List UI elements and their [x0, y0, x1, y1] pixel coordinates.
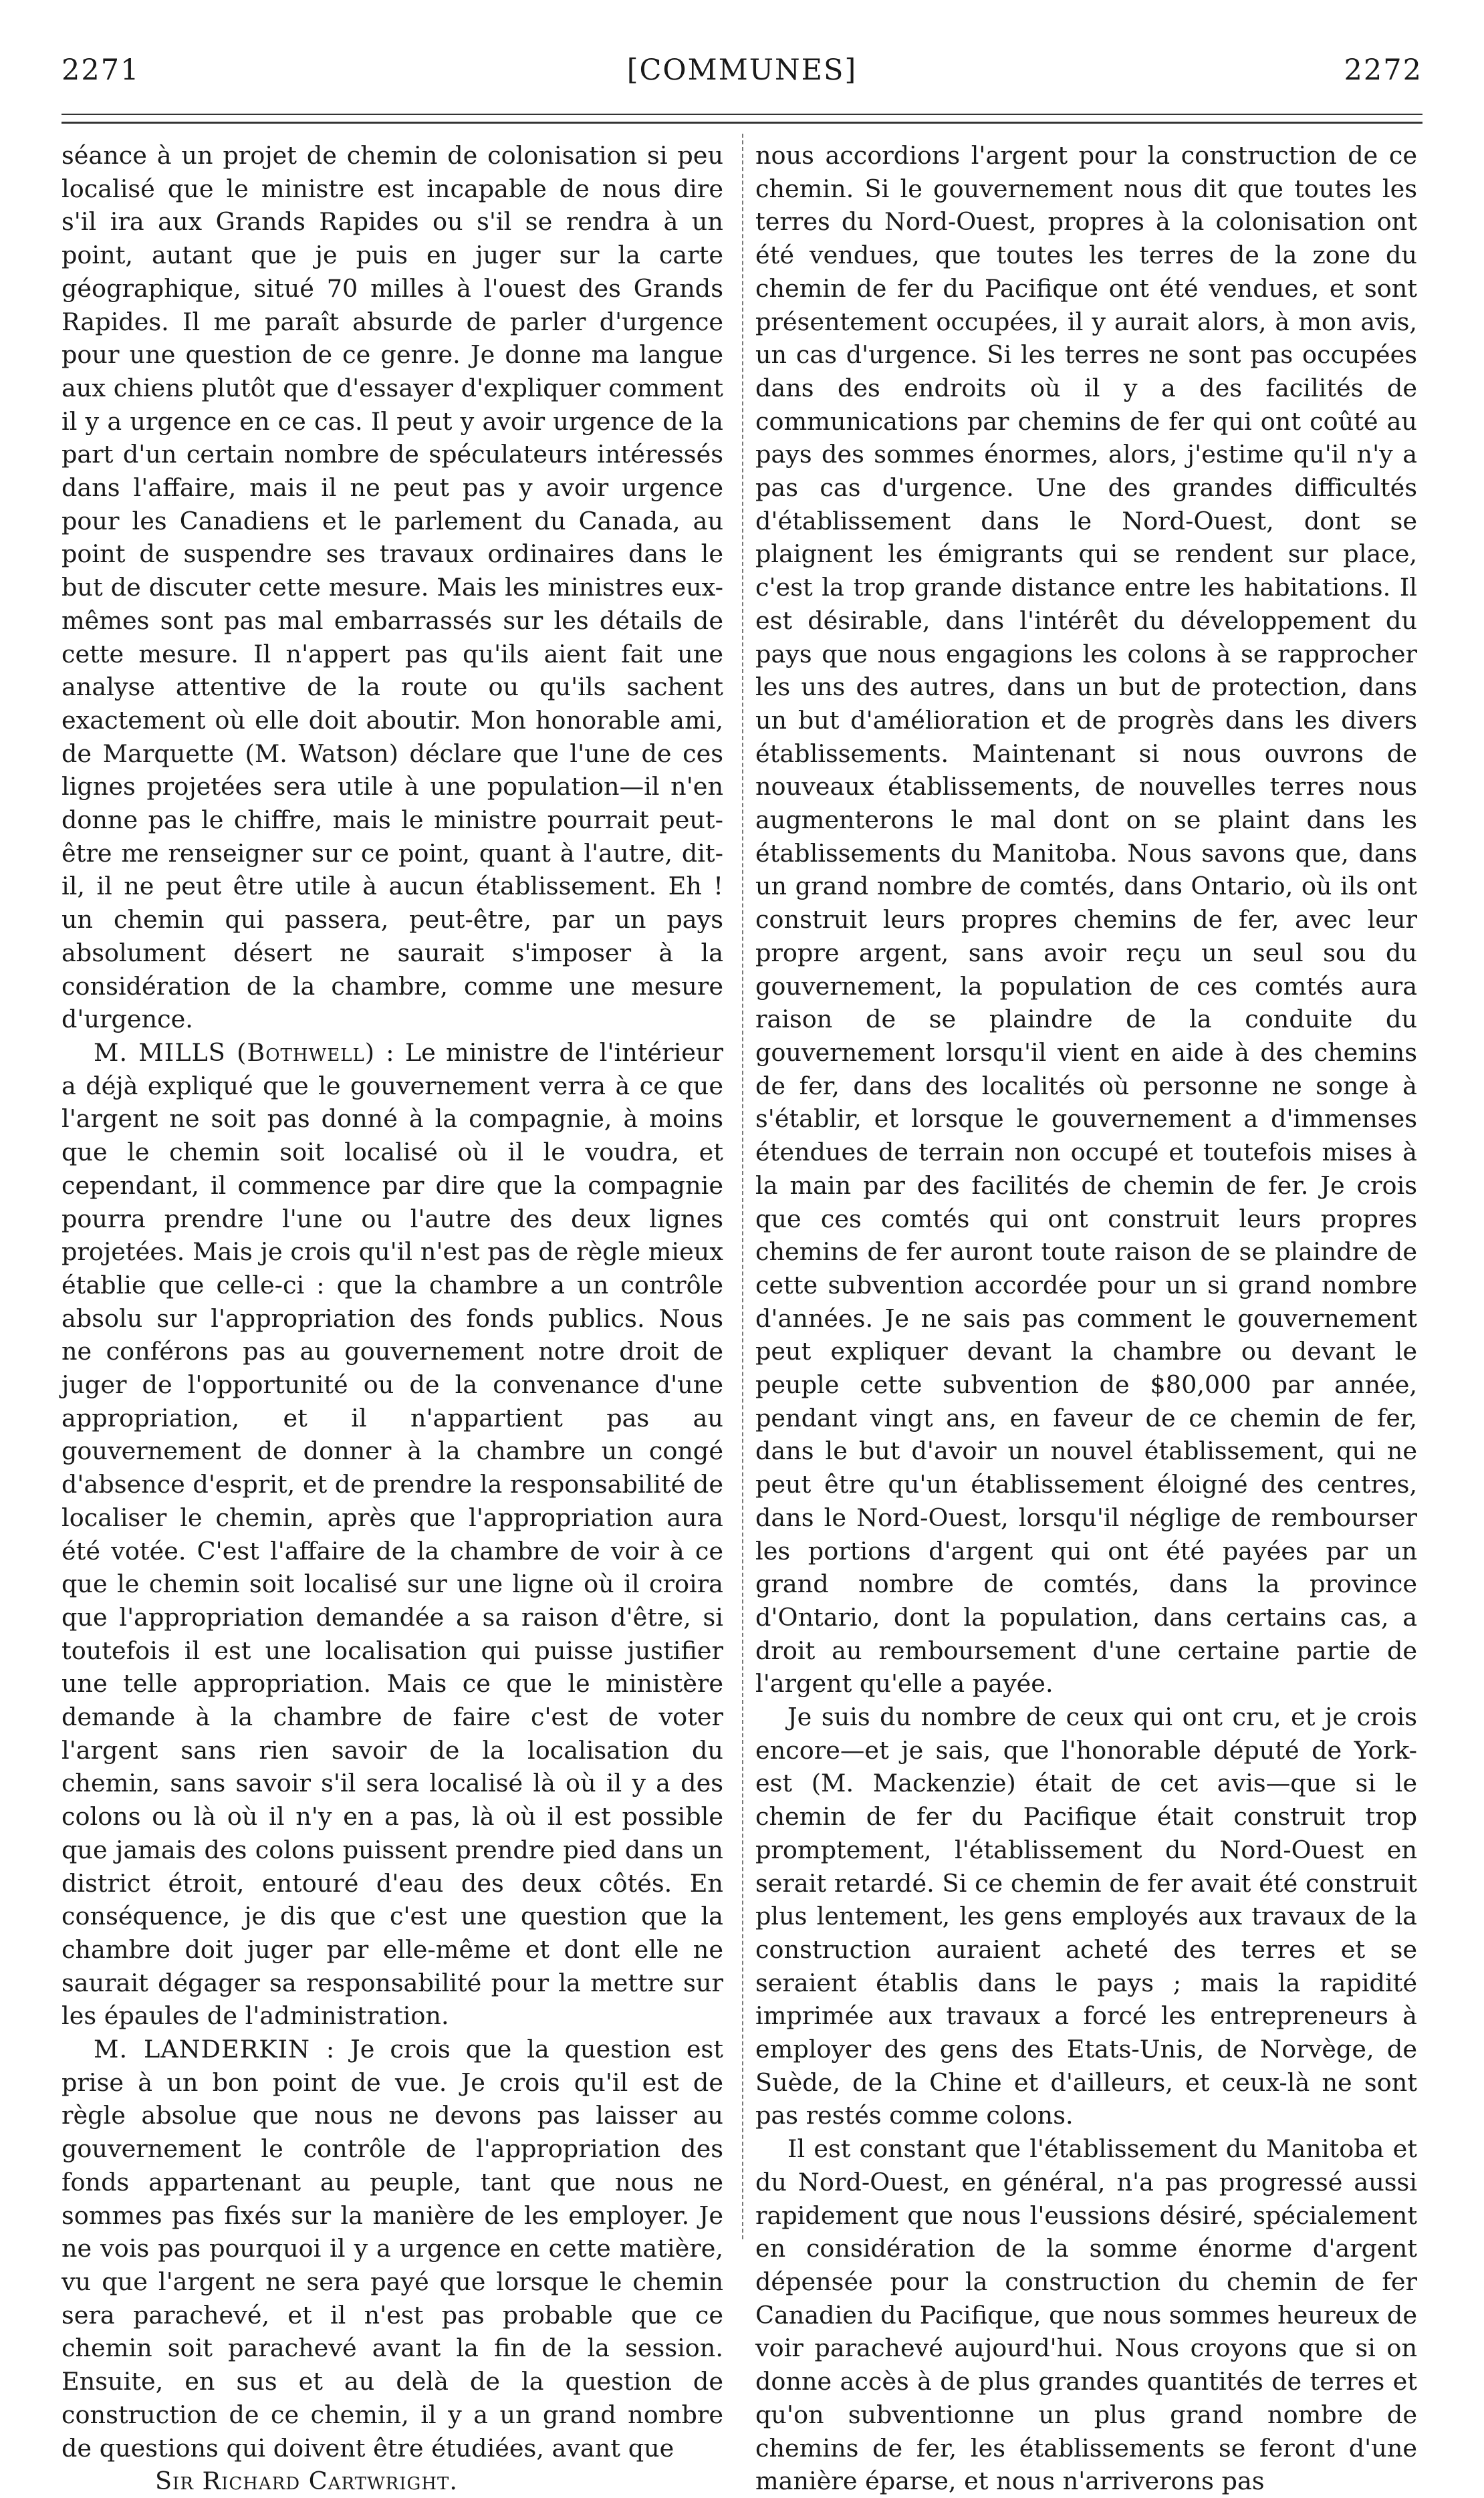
- left-paragraph-3: [61, 2033, 723, 2465]
- left-page-number: 2271: [61, 53, 140, 87]
- left-column: [61, 139, 723, 2496]
- page-header: [61, 47, 1423, 94]
- right-paragraph-1: nous accordions l'argent pour la construction de ce chemin. Si le gouvernement nous dit que toutes les terres du Nord-Ouest, propres à la colonisation ont été vendues, que toutes les terres de la zone du chemin de fer du Pacifique ont été vendues, et sont présentement occupées, il y aurait alors, à mon avis, un cas d'urgence. Si les terres ne sont pas occupées dans des endroits où il y a des facilités de communications par chemins de fer qui ont coûté au pays des sommes énormes, alors, j'estime qu'il n'y a pas cas d'urgence. Une des grandes difficultés d'établissement dans le Nord-Ouest, dont se plaignent les émigrants qui se rendent sur place, c'est la trop grande distance entre les habitations. Il est désirable, dans l'intérêt du développement du pays que nous engagions les colons à se rapprocher les uns des autres, dans un but de protection, dans un but d'amélioration et de progrès dans les divers établissements. Maintenant si nous ouvrons de nouveaux établissements, de nouvelles terres nous augmenterons le mal dont on se plaint dans les établissements du Manitoba. Nous savons que, dans un grand nombre de comtés, dans Ontario, où ils ont construit leurs propres chemins de fer, avec leur propre argent, sans avoir reçu un seul sou du gouvernement, la population de ces comtés aura raison de se plaindre de la conduite du gouvernement lorsqu'il vient en aide à des chemins de fer, dans des localités où personne ne songe à s'établir, et lorsque le gouvernement a d'immenses étendues de terrain non occupé et toutefois mises à la main par des facilités de chemin de fer. Je crois que ces comtés qui ont construit leurs propres chemins de fer auront toute raison de se plaindre de cette subvention accordée pour un si grand nombre d'années. Je ne sais pas comment le gouvernement peut expliquer devant la chambre ou devant le peuple cette subvention de $80,000 par année, pendant vingt ans, en faveur de ce chemin de fer, dans le but d'avoir un nouvel établissement, qui ne peut être qu'un établissement éloigné des centres, dans le Nord-Ouest, lorsqu'il néglige de rembourser les portions d'argent qui ont été payées par un grand nombre de comtés, dans la province d'Ontario, dont la population, dans certains cas, a droit au remboursement d'une certaine partie de l'argent qu'elle a payée.: [755, 141, 1417, 1699]
- speaker-landerkin: M. LANDERKIN :: [94, 2035, 336, 2064]
- left-paragraph-2: [61, 1036, 723, 2033]
- signoff-cartwright: Sir Richard Cartwright.: [155, 2467, 458, 2496]
- column-separator: [742, 134, 743, 2239]
- speaker-mills: M. MILLS (Bothwell) :: [94, 1037, 395, 1067]
- right-paragraph-3: Il est constant que l'établissement du Manitoba et du Nord-Ouest, en général, n'a pas progressé aussi rapidement que nous l'eussions désiré, spécialement en considération de la somme énorme d'argent dépensée pour la construction du chemin de fer Canadien du Pacifique, que nous sommes heureux de voir parachevé aujourd'hui. Nous croyons que si on donne accès à de plus grandes quantités de terres et qu'on subventionne un plus grand nombre de chemins de fer, les établissements se feront d'une manière éparse, et nous n'arriverons pas: [755, 2134, 1417, 2496]
- left-paragraph-2-text: Le ministre de l'intérieur a déjà expliqué que le gouvernement verra à ce que l'argent ne soit pas donné à la compagnie, à moins que le chemin soit localisé où il le voudra, et cependant, il commence par dire que la compagnie pourra prendre l'une ou l'autre des deux lignes projetées. Mais je crois qu'il n'est pas de règle mieux établie que celle-ci : que la chambre a un contrôle absolu sur l'appropriation des fonds publics. Nous ne conférons pas au gouvernement notre droit de juger de l'opportunité ou de la convenance d'une appropriation, et il n'appartient pas au gouvernement de donner à la chambre un congé d'absence d'esprit, et de prendre la responsabilité de localiser le chemin, après que l'appropriation aura été votée. C'est l'affaire de la chambre de voir à ce que le chemin soit localisé sur une ligne où il croira que l'appropriation demandée a sa raison d'être, si toutefois il est une localisation qui puisse justifier une telle appropriation. Mais ce que le ministère demande à la chambre de faire c'est de voter l'argent sans rien savoir de la localisation du chemin, sans savoir s'il sera localisé là où il y a des colons ou là où il n'y en a pas, là où il est possible que jamais des colons puissent prendre pied dans un district étroit, entouré d'eau des deux côtés. En conséquence, je dis que c'est une question que la chambre doit juger par elle-même et dont elle ne saurait dégager sa responsabilité pour la mettre sur les épaules de l'administration.: [61, 1037, 723, 2031]
- left-paragraph-1: séance à un projet de chemin de colonisation si peu localisé que le ministre est incapable de nous dire s'il ira aux Grands Rapides ou s'il se rendra à un point, autant que je puis en juger sur la carte géographique, situé 70 milles à l'ouest des Grands Rapides. Il me paraît absurde de parler d'urgence pour une question de ce genre. Je donne ma langue aux chiens plutôt que d'essayer d'expliquer comment il y a urgence en ce cas. Il peut y avoir urgence de la part d'un certain nombre de spéculateurs intéressés dans l'affaire, mais il ne peut pas y avoir urgence pour les Canadiens et le parlement du Canada, au point de suspendre ses travaux ordinaires dans le but de discuter cette mesure. Mais les ministres eux-mêmes sont pas mal embarrassés sur les détails de cette mesure. Il n'appert pas qu'ils aient fait une analyse attentive de la route ou qu'ils sachent exactement où elle doit aboutir. Mon honorable ami, de Marquette (M. Watson) déclare que l'une de ces lignes projetées sera utile à une population—il n'en donne pas le chiffre, mais le ministre pourrait peut-être me renseigner sur ce point, quant à l'autre, dit-il, il ne peut être utile à aucun établissement. Eh ! un chemin qui passera, peut-être, par un pays absolument désert ne saurait s'imposer à la considération de la chambre, comme une mesure d'urgence.: [61, 141, 723, 1034]
- left-paragraph-3-text: Je crois que la question est prise à un bon point de vue. Je crois qu'il est de règle absolue que nous ne devons pas laisser au gouvernement le contrôle de l'appropriation des fonds appartenant au peuple, tant que nous ne sommes pas fixés sur la manière de les employer. Je ne vois pas pourquoi il y a urgence en cette matière, vu que l'argent ne sera payé que lorsque le chemin sera parachevé, et il n'est pas probable que ce chemin soit parachevé avant la fin de la session. Ensuite, en sus et au delà de la question de construction de ce chemin, il y a un grand nombre de questions qui doivent être étudiées, avant que: [61, 2035, 723, 2463]
- right-paragraph-2: Je suis du nombre de ceux qui ont cru, et je crois encore—et je sais, que l'honorable député de York-est (M. Mackenzie) était de cet avis—que si le chemin de fer du Pacifique était construit trop promptement, l'établissement du Nord-Ouest en serait retardé. Si ce chemin de fer avait été construit plus lentement, les gens employés aux travaux de la construction auraient acheté des terres et se seraient établis dans le pays ; mais la rapidité imprimée aux travaux a forcé les entrepreneurs à employer des gens des Etats-Unis, de Norvège, de Suède, de la Chine et d'ailleurs, et ceux-là ne sont pas restés comme colons.: [755, 1703, 1417, 2130]
- right-page-number: 2272: [1344, 53, 1423, 87]
- running-title: [COMMUNES]: [626, 53, 858, 87]
- right-column: [755, 139, 1417, 2496]
- header-rule-bottom: [61, 122, 1423, 124]
- header-rule-top: [61, 114, 1423, 115]
